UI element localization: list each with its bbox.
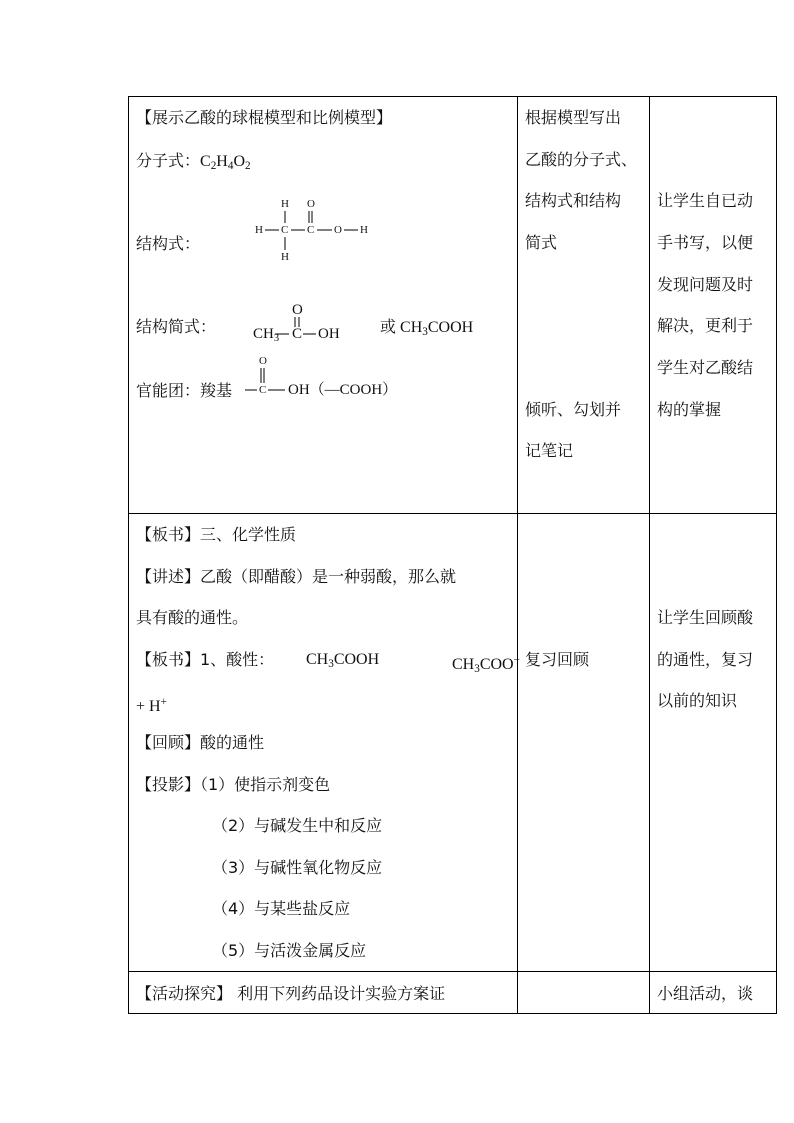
row2-intent-cell	[649, 513, 777, 972]
struct-h-bottom: H	[281, 251, 289, 263]
molecular-formula-value: $C_2H_4O_2$	[200, 153, 251, 172]
intent-line: 学生对乙酸结	[657, 358, 754, 377]
structural-formula-label: 结构式：	[136, 234, 201, 253]
student-line: 结构式和结构	[525, 191, 622, 210]
simp-ch3: $CH_3$	[253, 326, 280, 344]
simplified-formula-label: 结构简式：	[136, 317, 217, 336]
intent-line: 让学生回顾酸	[657, 608, 754, 627]
student-line: 倾听、勾划并	[525, 400, 622, 419]
struct-o-top: O	[307, 198, 315, 210]
student-line: 乙酸的分子式、	[525, 150, 638, 169]
student-line: 简式	[525, 233, 558, 252]
projection-item: （2）与碱发生中和反应	[212, 816, 383, 835]
intent-line: 让学生自已动	[657, 191, 754, 210]
struct-o-right: O	[334, 224, 342, 236]
simp-o-top: O	[292, 302, 303, 318]
lecture-line-2: 具有酸的通性。	[136, 608, 249, 627]
func-rest: OH（—COOH）	[288, 382, 398, 398]
alt-formula-value: $CH_3COOH$	[400, 319, 474, 338]
equation-left: $CH_3COOH$	[306, 651, 380, 670]
student-line: 根据模型写出	[525, 108, 622, 127]
row3-intent-line: 小组活动，谈	[657, 984, 754, 1003]
lecture-line-1: 【讲述】乙酸（即醋酸）是一种弱酸，那么就	[136, 567, 457, 586]
intent-line: 发现问题及时	[657, 275, 754, 294]
or-label: 或	[380, 317, 397, 336]
board-heading: 【板书】三、化学性质	[136, 525, 297, 544]
student-line: 记笔记	[525, 441, 574, 460]
functional-group-label: 官能团：羧基	[136, 381, 233, 400]
projection-item: （3）与碱性氧化物反应	[212, 858, 383, 877]
equation-right: $CH_3COO^-$	[452, 654, 520, 675]
activity-line: 【活动探究】 利用下列药品设计实验方案证	[136, 984, 446, 1003]
review-line: 【回顾】酸的通性	[136, 733, 265, 752]
intent-line: 解决，更利于	[657, 316, 754, 335]
struct-h-top: H	[281, 198, 289, 210]
struct-h-right: H	[360, 224, 368, 236]
equation-plus-h: + H+	[136, 696, 167, 715]
func-o-top: O	[259, 355, 267, 367]
struct-c2: C	[307, 224, 315, 236]
func-c: C	[259, 384, 267, 396]
projection-item: （5）与活泼金属反应	[212, 941, 367, 960]
student-line: 复习回顾	[525, 650, 590, 669]
row2-student-cell	[517, 513, 650, 972]
intent-line: 手书写，以便	[657, 233, 754, 252]
row3-student-cell	[517, 971, 650, 1014]
model-heading: 【展示乙酸的球棍模型和比例模型】	[136, 108, 393, 127]
intent-line: 的通性，复习	[657, 650, 754, 669]
struct-h-left: H	[255, 224, 263, 236]
simp-c: C	[292, 326, 303, 342]
intent-line: 构的掌握	[657, 400, 722, 419]
intent-line: 以前的知识	[657, 691, 738, 710]
molecular-formula-label: 分子式：	[136, 151, 201, 170]
projection-item: （4）与某些盐反应	[212, 899, 351, 918]
projection-line: 【投影】（1）使指示剂变色	[136, 775, 331, 794]
simp-oh: OH	[318, 326, 340, 342]
struct-c1: C	[281, 224, 289, 236]
acidity-label: 【板书】1、酸性：	[136, 650, 275, 669]
